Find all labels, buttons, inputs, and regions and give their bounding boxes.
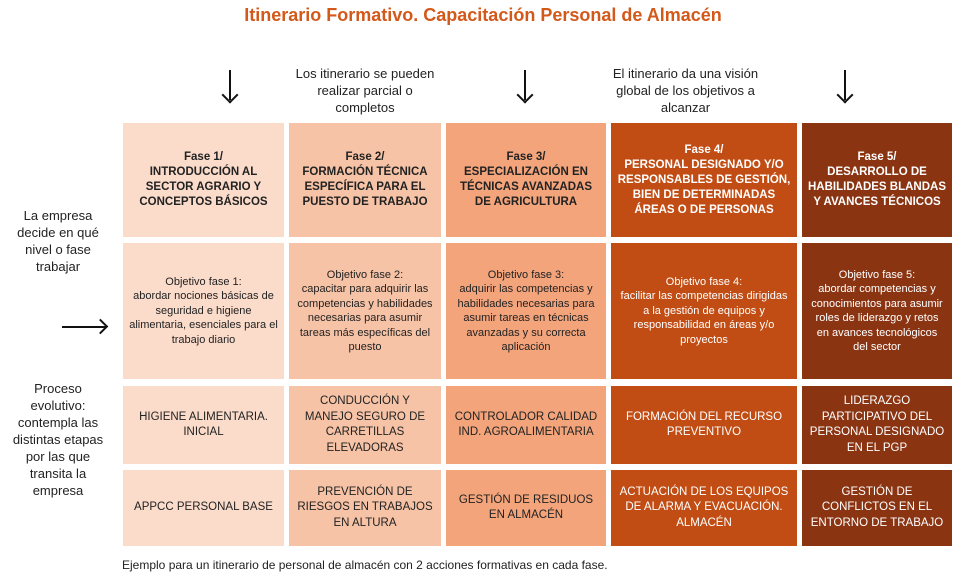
- phase-2-objective: [289, 243, 441, 379]
- side-text-process: Proceso evolutivo: contempla las distintas etapas por las que transita la empresa: [12, 381, 104, 498]
- phase-5-action-2: GESTIÓN DE CONFLICTOS EN EL ENTORNO DE TRABAJO: [802, 470, 952, 546]
- arrow-right-icon: [62, 320, 108, 334]
- phase-3-action-1: CONTROLADOR CALIDAD IND. AGROALIMENTARIA: [446, 386, 606, 464]
- phase-2-action-2: PREVENCIÓN DE RIESGOS EN TRABAJOS EN ALTURA: [289, 470, 441, 546]
- objective-text: abordar nociones básicas de seguridad e higiene alimentaria, esenciales para el trabajo diario: [129, 290, 278, 346]
- phase-4-header: [611, 123, 797, 237]
- phase-4-action-2: ACTUACIÓN DE LOS EQUIPOS DE ALARMA Y EVACUACIÓN. ALMACÉN: [611, 470, 797, 546]
- phase-1-header: [123, 123, 284, 237]
- phase-label: Fase 4/: [684, 143, 724, 156]
- objective-text: adquirir las competencias y habilidades necesarias para asumir tareas en técnicas avanzadas y su correcta aplicación: [457, 283, 595, 353]
- arrow-down-icon: [220, 70, 240, 108]
- phase-title: FORMACIÓN TÉCNICA ESPECÍFICA PARA EL PUESTO DE TRABAJO: [302, 166, 428, 208]
- phase-label: Fase 1/: [184, 151, 223, 163]
- objective-text: abordar competencias y conocimientos para asumir roles de liderazgo y retos en avances tecnológicos del sector: [811, 283, 943, 353]
- phase-5-header: [802, 123, 952, 237]
- side-text-decide: La empresa decide en qué nivel o fase trabajar: [17, 208, 99, 274]
- footer-note: Ejemplo para un itinerario de personal de almacén con 2 acciones formativas en cada fase.: [122, 558, 608, 572]
- phase-title: ESPECIALIZACIÓN EN TÉCNICAS AVANZADAS DE AGRICULTURA: [459, 166, 593, 208]
- phase-1-action-1: HIGIENE ALIMENTARIA. INICIAL: [123, 386, 284, 464]
- page-title: Itinerario Formativo. Capacitación Personal de Almacén: [244, 5, 722, 25]
- phase-4-objective: [611, 243, 797, 379]
- objective-text: facilitar las competencias dirigidas a la gestión de equipos y responsabilidad en áreas y/o proyectos: [620, 290, 788, 346]
- objective-label: Objetivo fase 4:: [665, 275, 743, 288]
- phase-title: PERSONAL DESIGNADO Y/O RESPONSABLES DE GESTIÓN, BIEN DE DETERMINADAS ÁREAS O DE PERSONAS: [617, 158, 791, 216]
- phase-2-action-1: CONDUCCIÓN Y MANEJO SEGURO DE CARRETILLAS ELEVADORAS: [289, 386, 441, 464]
- phase-label: Fase 5/: [857, 151, 897, 163]
- phase-label: Fase 3/: [506, 151, 546, 163]
- phase-3-header: [446, 123, 606, 237]
- objective-text: capacitar para adquirir las competencias y habilidades necesarias para asumir tareas más específicas del puesto: [297, 283, 433, 353]
- phase-4-action-1: FORMACIÓN DEL RECURSO PREVENTIVO: [611, 386, 797, 464]
- objective-label: Objetivo fase 1:: [165, 275, 242, 288]
- phase-5-action-1: LIDERAZGO PARTICIPATIVO DEL PERSONAL DESIGNADO EN EL PGP: [802, 386, 952, 464]
- phase-title: DESARROLLO DE HABILIDADES BLANDAS Y AVANCES TÉCNICOS: [808, 166, 946, 208]
- objective-label: Objetivo fase 5:: [838, 268, 916, 281]
- note-partial: Los itinerario se pueden realizar parcial o completos: [295, 66, 435, 115]
- phase-2-header: [289, 123, 441, 237]
- phase-1-action-2: APPCC PERSONAL BASE: [123, 470, 284, 546]
- arrow-down-icon: [515, 70, 535, 108]
- objective-label: Objetivo fase 3:: [487, 268, 565, 281]
- phase-3-action-2: GESTIÓN DE RESIDUOS EN ALMACÉN: [446, 470, 606, 546]
- phase-label: Fase 2/: [345, 151, 385, 163]
- phase-5-objective: [802, 243, 952, 379]
- phase-1-objective: [123, 243, 284, 379]
- objective-label: Objetivo fase 2:: [326, 268, 404, 281]
- arrow-down-icon: [835, 70, 855, 108]
- note-global: El itinerario da una visión global de los objetivos a alcanzar: [612, 66, 759, 115]
- phase-3-objective: [446, 243, 606, 379]
- phase-title: INTRODUCCIÓN AL SECTOR AGRARIO Y CONCEPTOS BÁSICOS: [139, 166, 268, 208]
